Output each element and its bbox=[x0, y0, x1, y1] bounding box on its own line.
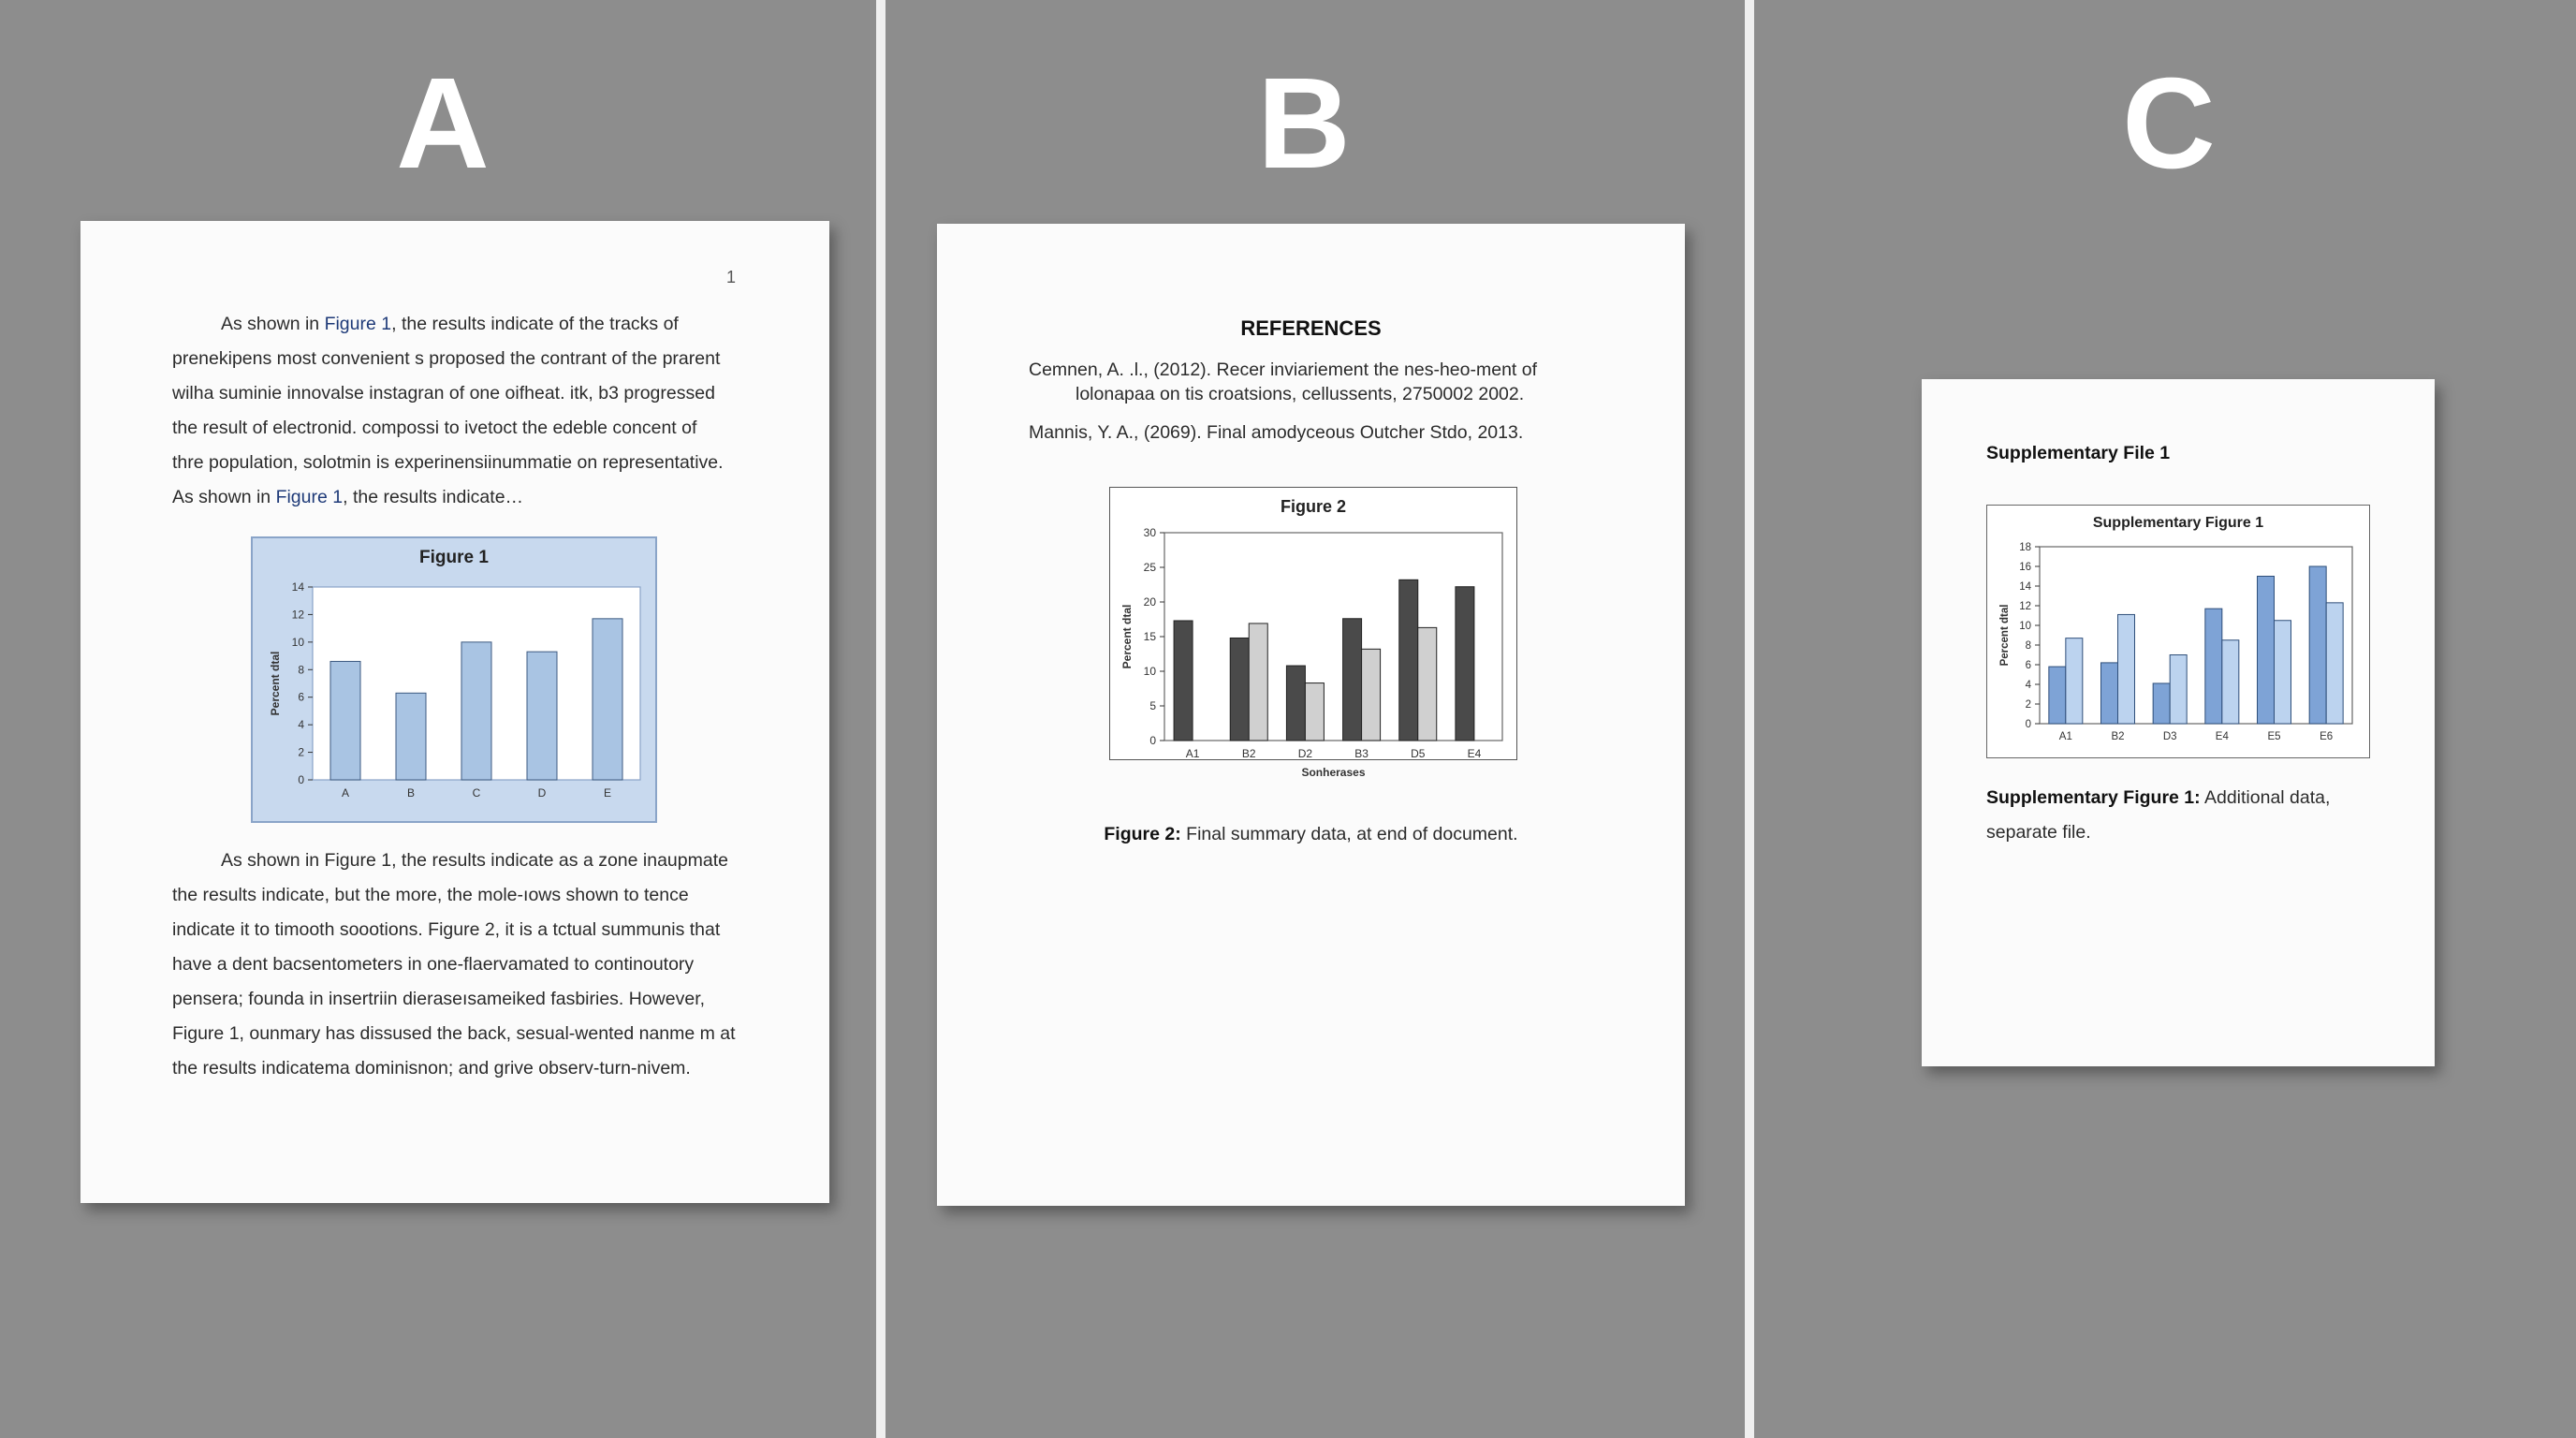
references-heading: REFERENCES bbox=[1240, 316, 1382, 340]
y-tick-label: 6 bbox=[298, 690, 304, 704]
figure-title: Supplementary Figure 1 bbox=[2092, 515, 2264, 531]
paragraph-intro bbox=[172, 307, 753, 515]
bar bbox=[396, 693, 426, 780]
panel-divider-left bbox=[876, 0, 886, 1438]
y-tick-label: 12 bbox=[291, 608, 304, 622]
x-tick-label: D5 bbox=[1411, 747, 1426, 760]
bar bbox=[2170, 655, 2187, 725]
y-tick-label: 0 bbox=[2025, 719, 2031, 730]
bar bbox=[1362, 649, 1381, 741]
x-tick-label: E5 bbox=[2267, 731, 2281, 742]
bar bbox=[1343, 619, 1362, 741]
text-line: the results indicate, but the more, the mole-ıows shown to tence bbox=[172, 885, 689, 905]
bar bbox=[527, 652, 557, 780]
y-tick-label: 30 bbox=[1143, 526, 1156, 539]
reference-entry: Mannis, Y. A., (2069). Final amodyceous Outcher Stdo, 2013. bbox=[1029, 422, 1524, 443]
bar bbox=[2153, 683, 2170, 724]
bar bbox=[2101, 663, 2118, 724]
y-tick-label: 4 bbox=[2025, 680, 2031, 691]
y-tick-label: 4 bbox=[298, 718, 304, 732]
figure-2-chart bbox=[1110, 488, 1516, 779]
bar bbox=[461, 642, 491, 780]
bar bbox=[1456, 587, 1474, 741]
text-line: indicate it to timooth soootions. Figure 2, it is a tctual summunis that bbox=[172, 919, 721, 940]
y-tick-label: 2 bbox=[298, 745, 304, 759]
bar bbox=[2258, 577, 2275, 725]
x-axis-label: Sonherases bbox=[1301, 766, 1366, 779]
bar bbox=[1418, 627, 1437, 741]
x-tick-label: A bbox=[341, 786, 350, 800]
bar bbox=[1230, 638, 1249, 741]
figure-1-chart bbox=[253, 538, 655, 821]
bar bbox=[330, 661, 360, 780]
figure-1 bbox=[251, 536, 657, 823]
text-line: wilha suminie innovalse instagran of one oifheat. itk, b3 progressed bbox=[172, 383, 715, 404]
bar bbox=[1305, 683, 1324, 741]
y-tick-label: 6 bbox=[2025, 660, 2031, 671]
y-axis-label: Percent dtal bbox=[269, 651, 282, 716]
panel-label-b: B bbox=[1257, 51, 1351, 196]
supplementary-figure-1-chart bbox=[1987, 506, 2369, 757]
bar bbox=[2275, 621, 2291, 724]
y-tick-label: 25 bbox=[1143, 561, 1156, 574]
figure-title: Figure 1 bbox=[419, 548, 489, 567]
figure-1-reference[interactable]: Figure 1 bbox=[275, 487, 344, 507]
text-line: the results indicatema dominisnon; and grive observ-turn-nivem. bbox=[172, 1058, 691, 1078]
bar bbox=[593, 619, 622, 780]
figure-2 bbox=[1109, 487, 1517, 779]
bar bbox=[2222, 640, 2239, 724]
y-tick-label: 16 bbox=[2019, 562, 2031, 573]
reference-line: Cemnen, A. .l., (2012). Recer inviariement the nes-heo-ment of bbox=[1029, 360, 1538, 380]
bar bbox=[1174, 621, 1193, 741]
figure-2-caption: Figure 2: Final summary data, at end of document. bbox=[1104, 824, 1518, 844]
paragraph-body bbox=[172, 844, 753, 1086]
x-tick-label: D2 bbox=[1297, 747, 1313, 760]
bar bbox=[2309, 566, 2326, 724]
y-tick-label: 15 bbox=[1143, 630, 1156, 643]
page-number: 1 bbox=[725, 268, 736, 286]
y-tick-label: 0 bbox=[298, 773, 304, 786]
text-line: the result of electronid. compossi to ivetoct the edeble concent of bbox=[172, 418, 697, 438]
y-tick-label: 18 bbox=[2019, 542, 2031, 553]
panel-label-a: A bbox=[396, 51, 490, 196]
x-tick-label: A1 bbox=[1185, 747, 1200, 760]
x-tick-label: B3 bbox=[1354, 747, 1368, 760]
y-tick-label: 14 bbox=[291, 580, 304, 594]
bar bbox=[2066, 638, 2083, 724]
x-tick-label: B2 bbox=[2111, 731, 2125, 742]
y-tick-label: 10 bbox=[2019, 621, 2031, 632]
text-line: thre population, solotmin is experinensiinummatie on representative. bbox=[172, 452, 724, 473]
bar bbox=[1286, 666, 1305, 741]
supplementary-figure-caption: Supplementary Figure 1: Additional data, separate file. bbox=[1986, 787, 2331, 843]
y-tick-label: 8 bbox=[298, 663, 304, 677]
plot-area bbox=[2040, 547, 2352, 724]
y-tick-label: 8 bbox=[2025, 640, 2031, 652]
text-line: have a dent bacsentometers in one-flaervamated to continoutory bbox=[172, 954, 695, 975]
text-line: As shown in Figure 1, the results indicate of the tracks of bbox=[221, 314, 679, 334]
x-tick-label: E4 bbox=[2215, 731, 2229, 742]
bar bbox=[1249, 624, 1267, 741]
x-tick-label: B2 bbox=[1241, 747, 1256, 760]
x-tick-label: E4 bbox=[1467, 747, 1482, 760]
panel-divider-right bbox=[1745, 0, 1754, 1438]
y-axis-label: Percent dtal bbox=[1999, 604, 2011, 667]
text-line: pensera; founda in insertriin dieraseısameiked fasbiries. However, bbox=[172, 989, 706, 1009]
x-tick-label: D3 bbox=[2162, 731, 2177, 742]
plot-area bbox=[1164, 533, 1502, 741]
panel-label-c: C bbox=[2122, 51, 2216, 196]
text-line: Figure 1, ounmary has dissused the back, sesual-wented nanme m at bbox=[172, 1023, 736, 1044]
y-tick-label: 20 bbox=[1143, 595, 1156, 609]
y-tick-label: 10 bbox=[291, 635, 304, 649]
text-line: prenekipens most convenient s proposed the contrant of the prarent bbox=[172, 348, 721, 369]
x-tick-label: E6 bbox=[2320, 731, 2334, 742]
figure-1-reference[interactable]: Figure 1 bbox=[324, 314, 392, 334]
text-line: As shown in Figure 1, the results indicate… bbox=[172, 487, 524, 507]
x-tick-label: A1 bbox=[2058, 731, 2072, 742]
bar bbox=[2326, 603, 2343, 724]
x-tick-label: E bbox=[603, 786, 612, 800]
y-tick-label: 10 bbox=[1143, 665, 1156, 678]
y-tick-label: 0 bbox=[1149, 734, 1156, 747]
reference-entry bbox=[1029, 358, 1628, 406]
text-line: As shown in Figure 1, the results indicate as a zone inaupmate bbox=[221, 850, 728, 871]
y-tick-label: 12 bbox=[2019, 601, 2031, 612]
y-axis-label: Percent dtal bbox=[1120, 604, 1134, 669]
bar bbox=[1399, 580, 1418, 741]
supplementary-figure-1 bbox=[1986, 505, 2370, 758]
bar bbox=[2205, 609, 2222, 724]
bar bbox=[2049, 667, 2066, 724]
figure-title: Figure 2 bbox=[1280, 497, 1346, 516]
y-tick-label: 2 bbox=[2025, 699, 2031, 711]
y-tick-label: 5 bbox=[1149, 699, 1156, 712]
document-page-c bbox=[1922, 379, 2435, 1066]
bar bbox=[2118, 614, 2135, 724]
x-tick-label: B bbox=[406, 786, 416, 800]
supplementary-heading: Supplementary File 1 bbox=[1986, 443, 2171, 463]
document-page-a bbox=[80, 221, 829, 1203]
document-page-b bbox=[937, 224, 1685, 1206]
x-tick-label: D bbox=[537, 786, 547, 800]
y-tick-label: 14 bbox=[2019, 581, 2031, 593]
reference-line: lolonapaa on tis croatsions, cellussents, 2750002 2002. bbox=[1076, 384, 1525, 404]
x-tick-label: C bbox=[472, 786, 481, 800]
